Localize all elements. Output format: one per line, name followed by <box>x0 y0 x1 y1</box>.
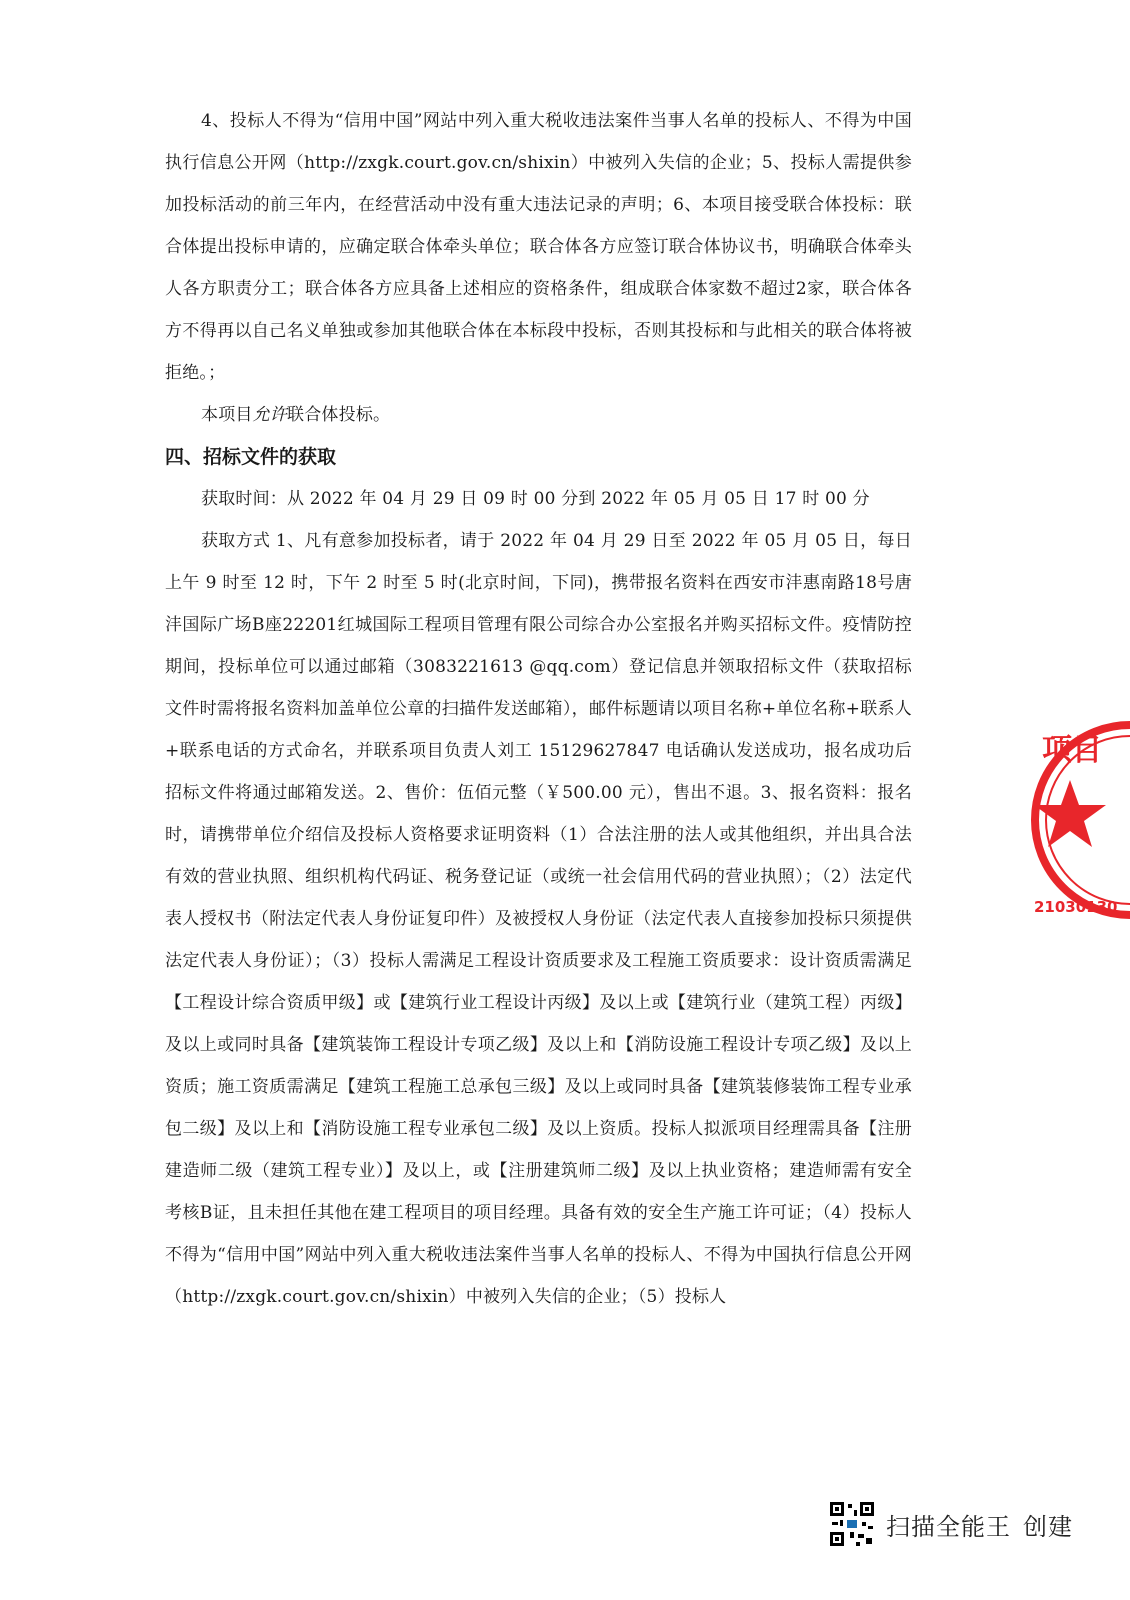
official-seal <box>1030 700 1130 940</box>
consortium-prefix: 本项目 <box>201 405 253 425</box>
document-body <box>165 100 912 1318</box>
paragraph-qualification: 4、投标人不得为“信用中国”网站中列入重大税收违法案件当事人名单的投标人、不得为中国执行信息公开网（http://zxgk.court.gov.cn/shixin）中被列入失信的企业；5、投标人需提供参加投标活动的前三年内，在经营活动中没有重大违法记录的声明；6、本项目接受联合体投标：联合体提出投标申请的，应确定联合体牵头单位；联合体各方应签订联合体协议书，明确联合体牵头人各方职责分工；联合体各方应具备上述相应的资格条件，组成联合体家数不超过2家，联合体各方不得再以自己名义单独或参加其他联合体在本标段中投标，否则其投标和与此相关的联合体将被拒绝。； <box>165 111 912 383</box>
watermark-app-name: 扫描全能王 <box>886 1512 1011 1541</box>
paragraph-consortium-allowed <box>165 394 912 436</box>
consortium-allowed-word: 允许 <box>252 405 288 425</box>
seal-star-icon <box>1034 780 1106 847</box>
seal-graphic <box>1030 700 1130 940</box>
seal-top-text: 项目 <box>1042 733 1102 768</box>
qr-code-icon <box>828 1500 876 1548</box>
consortium-suffix: 联合体投标。 <box>287 405 391 425</box>
watermark-text <box>886 1507 1085 1542</box>
watermark-action: 创建 <box>1023 1512 1073 1541</box>
scanner-watermark <box>828 1500 1085 1548</box>
paragraph-acquisition-time: 获取时间：从 2022 年 04 月 29 日 09 时 00 分到 2022 年 05 月 05 日 17 时 00 分 <box>201 489 870 509</box>
seal-bottom-text: 21030130 <box>1034 898 1118 916</box>
section-heading: 四、招标文件的获取 <box>165 446 337 468</box>
paragraph-acquisition-method: 获取方式 1、凡有意参加投标者，请于 2022 年 04 月 29 日至 2022 年 05 月 05 日，每日上午 9 时至 12 时，下午 2 时至 5 时(北京时间，下同)，携带报名资料在西安市沣惠南路18号唐沣国际广场B座22201红城国际工程项目管理有限公司综合办公室报名并购买招标文件。疫情防控期间，投标单位可以通过邮箱（3083221613 @qq.com）登记信息并领取招标文件（获取招标文件时需将报名资料加盖单位公章的扫描件发送邮箱），邮件标题请以项目名称+单位名称+联系人+联系电话的方式命名，并联系项目负责人刘工 15129627847 电话确认发送成功，报名成功后招标文件将通过邮箱发送。2、售价：伍佰元整（￥500.00 元），售出不退。3、报名资料：报名时，请携带单位介绍信及投标人资格要求证明资料（1）合法注册的法人或其他组织，并出具合法有效的营业执照、组织机构代码证、税务登记证（或统一社会信用代码的营业执照）；（2）法定代表人授权书（附法定代表人身份证复印件）及被授权人身份证（法定代表人直接参加投标只须提供法定代表人身份证）；（3）投标人需满足工程设计资质要求及工程施工资质要求：设计资质需满足【工程设计综合资质甲级】或【建筑行业工程设计丙级】及以上或【建筑行业（建筑工程）丙级】及以上或同时具备【建筑装饰工程设计专项乙级】及以上和【消防设施工程设计专项乙级】及以上资质；施工资质需满足【建筑工程施工总承包三级】及以上或同时具备【建筑装修装饰工程专业承包二级】及以上和【消防设施工程专业承包二级】及以上资质。投标人拟派项目经理需具备【注册建造师二级（建筑工程专业）】及以上，或【注册建筑师二级】及以上执业资格；建造师需有安全考核B证，且未担任其他在建工程项目的项目经理。具备有效的安全生产施工许可证；（4）投标人不得为“信用中国”网站中列入重大税收违法案件当事人名单的投标人、不得为中国执行信息公开网（http://zxgk.court.gov.cn/shixin）中被列入失信的企业；（5）投标人 <box>165 531 912 1307</box>
